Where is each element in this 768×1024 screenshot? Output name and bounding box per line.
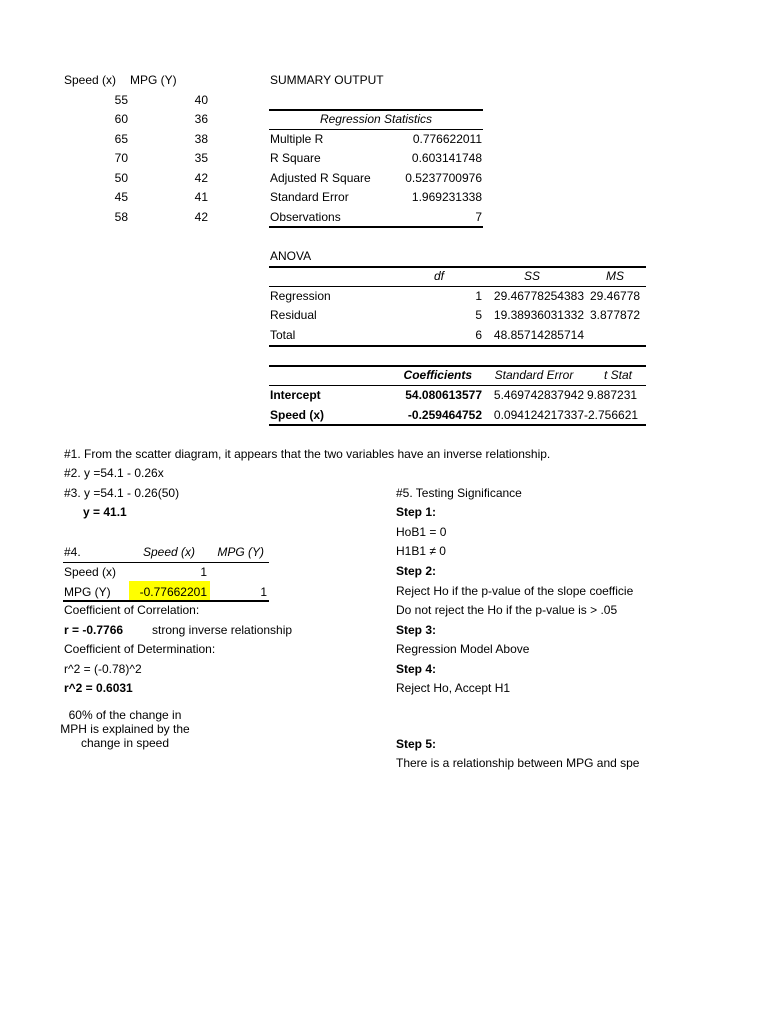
anova-header-df: df — [433, 269, 444, 283]
anova-header-ms: MS — [606, 269, 624, 283]
stat-label: R Square — [270, 151, 321, 165]
corr-row-label: Speed (x) — [64, 565, 117, 579]
y-value: y = 41.1 — [83, 505, 127, 519]
stat-value: 0.603141748 — [411, 151, 482, 165]
speed-cell: 50 — [114, 171, 128, 185]
table-rule — [269, 385, 646, 386]
stat-label: Observations — [270, 210, 341, 224]
table-rule — [269, 286, 646, 287]
speed-cell: 45 — [114, 190, 128, 204]
tstat-header: t Stat — [603, 368, 632, 382]
coef-row-label: Speed (x) — [270, 408, 325, 422]
coef-value: 54.080613577 — [405, 388, 482, 402]
anova-row-label: Residual — [270, 308, 317, 322]
table-rule — [63, 600, 269, 602]
null-hypothesis: HoB1 = 0 — [396, 525, 447, 539]
step-2: Step 2: — [396, 564, 437, 578]
r2-value: r^2 = 0.6031 — [64, 681, 133, 695]
mpg-cell: 38 — [194, 132, 208, 146]
anova-df: 5 — [475, 308, 482, 322]
anova-df: 1 — [475, 289, 482, 303]
table-rule — [269, 226, 483, 228]
stat-value: 1.969231338 — [411, 190, 482, 204]
anova-row-label: Regression — [270, 289, 331, 303]
coef-row-label: Intercept — [270, 388, 321, 402]
corr-label: #4. — [64, 545, 81, 559]
tstat-value: -2.756621 — [584, 408, 639, 422]
note-2: #2. y =54.1 - 0.26x — [64, 466, 164, 480]
significance-title: #5. Testing Significance — [396, 486, 522, 500]
corr-header-mpg: MPG (Y) — [217, 545, 264, 559]
anova-ss: 29.46778254383 — [493, 289, 584, 303]
stat-label: Standard Error — [270, 190, 349, 204]
coef-value: -0.259464752 — [407, 408, 482, 422]
mpg-cell: 41 — [194, 190, 208, 204]
anova-ms: 29.46778 — [590, 289, 641, 303]
stat-value: 7 — [475, 210, 482, 224]
step-5: Step 5: — [396, 737, 437, 751]
anova-row-label: Total — [270, 328, 296, 342]
anova-title: ANOVA — [270, 249, 312, 263]
corr-cell: 1 — [260, 585, 267, 599]
stat-label: Adjusted R Square — [270, 171, 371, 185]
model-note: Regression Model Above — [396, 642, 530, 656]
r-description: strong inverse relationship — [152, 623, 293, 637]
summary-title: SUMMARY OUTPUT — [270, 73, 384, 87]
tstat-value: 9.887231 — [587, 388, 638, 402]
corr-row-label: MPG (Y) — [64, 585, 111, 599]
reg-stats-title: Regression Statistics — [319, 112, 433, 126]
table-rule — [269, 345, 646, 347]
stat-label: Multiple R — [270, 132, 324, 146]
corr-header-speed: Speed (x) — [142, 545, 195, 559]
stderr-value: 0.094124217337 — [493, 408, 584, 422]
decision: Reject Ho, Accept H1 — [396, 681, 511, 695]
mpg-cell: 36 — [194, 112, 208, 126]
alt-hypothesis: H1B1 ≠ 0 — [396, 544, 446, 558]
r2-formula: r^2 = (-0.78)^2 — [64, 662, 142, 676]
mpg-cell: 35 — [194, 151, 208, 165]
speed-cell: 58 — [114, 210, 128, 224]
table-rule — [269, 266, 646, 268]
anova-df: 6 — [475, 328, 482, 342]
speed-cell: 65 — [114, 132, 128, 146]
anova-ss: 48.85714285714 — [493, 328, 584, 342]
stderr-header: Standard Error — [494, 368, 574, 382]
note-3: #3. y =54.1 - 0.26(50) — [64, 486, 180, 500]
explanation-line: 60% of the change in — [68, 708, 182, 722]
corr-cell: -0.77662201 — [139, 585, 207, 599]
coef-det-label: Coefficient of Determination: — [64, 642, 216, 656]
coef-corr-label: Coefficient of Correlation: — [64, 603, 200, 617]
table-rule — [269, 424, 646, 426]
table-rule — [269, 129, 483, 130]
step-4: Step 4: — [396, 662, 437, 676]
reject-rule: Reject Ho if the p-value of the slope coefficie — [396, 584, 634, 598]
anova-ss: 19.38936031332 — [493, 308, 584, 322]
mpg-header: MPG (Y) — [130, 73, 177, 87]
anova-header-ss: SS — [523, 269, 540, 283]
explanation-line: MPH is explained by the — [60, 722, 190, 736]
speed-cell: 60 — [114, 112, 128, 126]
explanation-line: change in speed — [80, 736, 170, 750]
conclusion: There is a relationship between MPG and spe — [396, 756, 640, 770]
mpg-cell: 42 — [194, 171, 208, 185]
corr-cell: 1 — [200, 565, 207, 579]
coef-header: Coefficients — [403, 368, 472, 382]
r-value: r = -0.7766 — [64, 623, 124, 637]
not-reject-rule: Do not reject the Ho if the p-value is > .05 — [396, 603, 618, 617]
step-3: Step 3: — [396, 623, 437, 637]
step-1: Step 1: — [396, 505, 437, 519]
note-1: #1. From the scatter diagram, it appears that the two variables have an inverse relationship. — [64, 447, 551, 461]
mpg-cell: 42 — [194, 210, 208, 224]
stderr-value: 5.469742837942 — [493, 388, 584, 402]
mpg-cell: 40 — [194, 93, 208, 107]
anova-ms: 3.877872 — [590, 308, 641, 322]
stat-value: 0.776622011 — [412, 132, 482, 146]
speed-cell: 55 — [114, 93, 128, 107]
table-rule — [269, 365, 646, 367]
stat-value: 0.5237700976 — [405, 171, 482, 185]
table-rule — [63, 562, 269, 563]
table-rule — [269, 109, 483, 111]
speed-cell: 70 — [114, 151, 128, 165]
speed-header: Speed (x) — [64, 73, 117, 87]
